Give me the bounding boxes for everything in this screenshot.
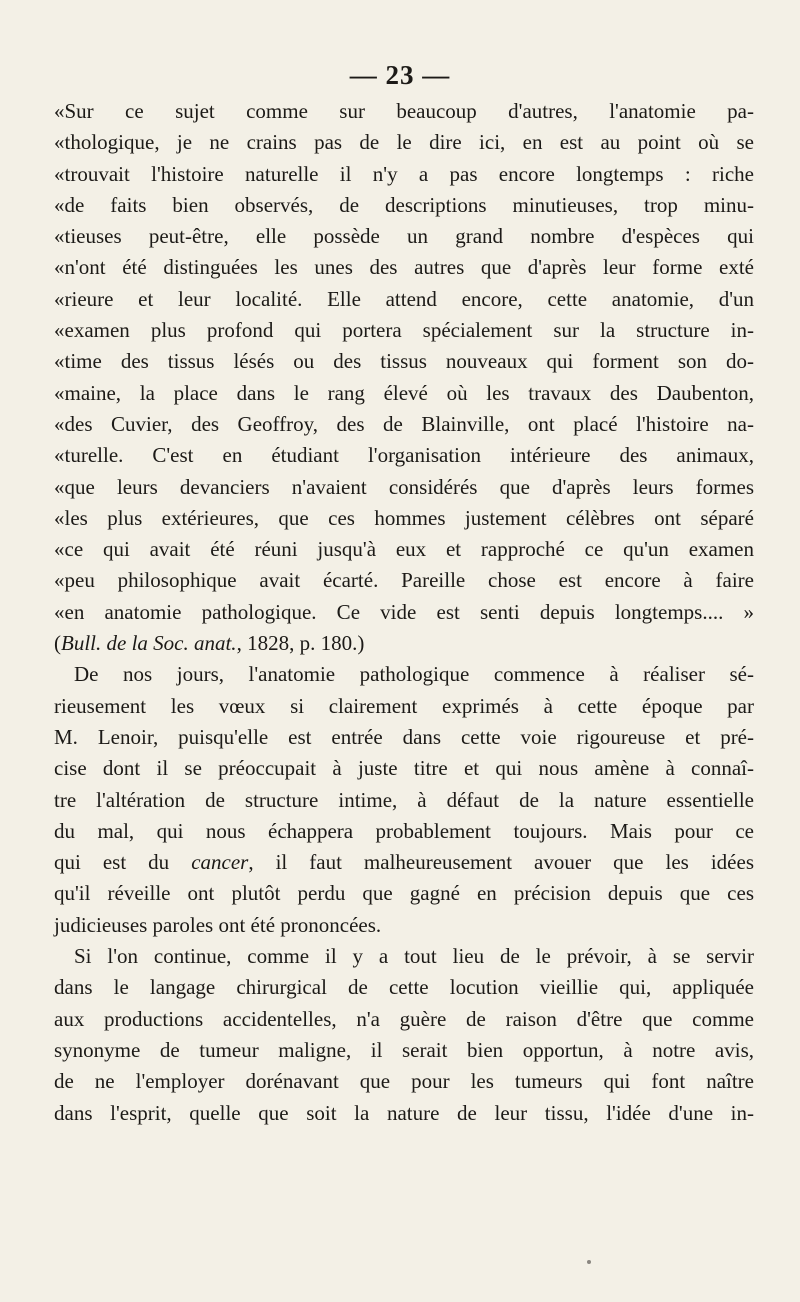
text-line: «ce qui avait été réuni jusqu'à eux et rapproché ce qu'un examen — [54, 537, 754, 562]
citation-details: , 1828, p. 180.) — [236, 631, 365, 656]
text-line: synonyme de tumeur maligne, il serait bien opportun, à notre avis, — [54, 1037, 754, 1062]
text-line: M. Lenoir, puisqu'elle est entrée dans cette voie rigoureuse et pré- — [54, 724, 754, 749]
text-line: «examen plus profond qui portera spécialement sur la structure in- — [54, 318, 754, 343]
text-line: aux productions accidentelles, n'a guère de raison d'être que comme — [54, 1006, 754, 1031]
text-segment: , il faut malheureusement avouer que les idées — [248, 850, 754, 875]
text-line: «thologique, je ne crains pas de le dire ici, en est au point où se — [54, 130, 754, 155]
text-line: «turelle. C'est en étudiant l'organisation intérieure des animaux, — [54, 443, 754, 468]
body-text — [54, 96, 754, 1129]
text-line: de ne l'employer dorénavant que pour les tumeurs qui font naître — [54, 1069, 754, 1094]
paragraph-first-line: De nos jours, l'anatomie pathologique commence à réaliser sé- — [74, 662, 754, 687]
text-line: «peu philosophique avait écarté. Pareille chose est encore à faire — [54, 568, 754, 593]
paragraph-first-line: Si l'on continue, comme il y a tout lieu de le prévoir, à se servir — [74, 944, 754, 969]
text-line: rieusement les vœux si clairement exprimés à cette époque par — [54, 693, 754, 718]
citation-line — [54, 628, 754, 659]
text-line: «rieure et leur localité. Elle attend encore, cette anatomie, d'un — [54, 286, 754, 311]
text-line: «des Cuvier, des Geoffroy, des de Blainville, ont placé l'histoire na- — [54, 411, 754, 436]
emphasis-cancer: cancer — [191, 850, 249, 875]
text-line: dans le langage chirurgical de cette locution vieillie qui, appliquée — [54, 975, 754, 1000]
text-line: «que leurs devanciers n'avaient considérés que d'après leurs formes — [54, 474, 754, 499]
text-line: qu'il réveille ont plutôt perdu que gagné en précision depuis que ces — [54, 881, 754, 906]
text-line: cise dont il se préoccupait à juste titre et qui nous amène à connaî- — [54, 756, 754, 781]
text-line — [54, 847, 754, 878]
page-number: — 23 — — [349, 60, 451, 90]
text-line: «les plus extérieures, que ces hommes justement célèbres ont séparé — [54, 505, 754, 530]
text-segment: qui est du — [54, 850, 192, 875]
text-line: «Sur ce sujet comme sur beaucoup d'autres, l'anatomie pa- — [54, 99, 754, 123]
text-line: «time des tissus lésés ou des tissus nouveaux qui forment son do- — [54, 349, 754, 374]
text-line: judicieuses paroles ont été prononcées. — [54, 912, 382, 937]
text-line: «trouvait l'histoire naturelle il n'y a pas encore longtemps : riche — [54, 161, 754, 186]
text-line: du mal, qui nous échappera probablement toujours. Mais pour ce — [54, 818, 754, 843]
text-line: dans l'esprit, quelle que soit la nature de leur tissu, l'idée d'une in- — [54, 1100, 754, 1125]
paper-speck — [587, 1260, 591, 1264]
text-line: «n'ont été distinguées les unes des autres que d'après leur forme exté — [54, 255, 754, 280]
text-line: «tieuses peut-être, elle possède un grand nombre d'espèces qui — [54, 224, 754, 249]
text-line: tre l'altération de structure intime, à défaut de la nature essentielle — [54, 787, 754, 812]
text-line: «en anatomie pathologique. Ce vide est senti depuis longtemps.... » — [54, 599, 754, 624]
citation-journal: Bull. de la Soc. anat. — [61, 631, 237, 656]
text-line: «maine, la place dans le rang élevé où les travaux des Daubenton, — [54, 380, 754, 405]
citation-open: ( — [54, 631, 61, 656]
text-line: «de faits bien observés, de descriptions minutieuses, trop minu- — [54, 192, 754, 217]
